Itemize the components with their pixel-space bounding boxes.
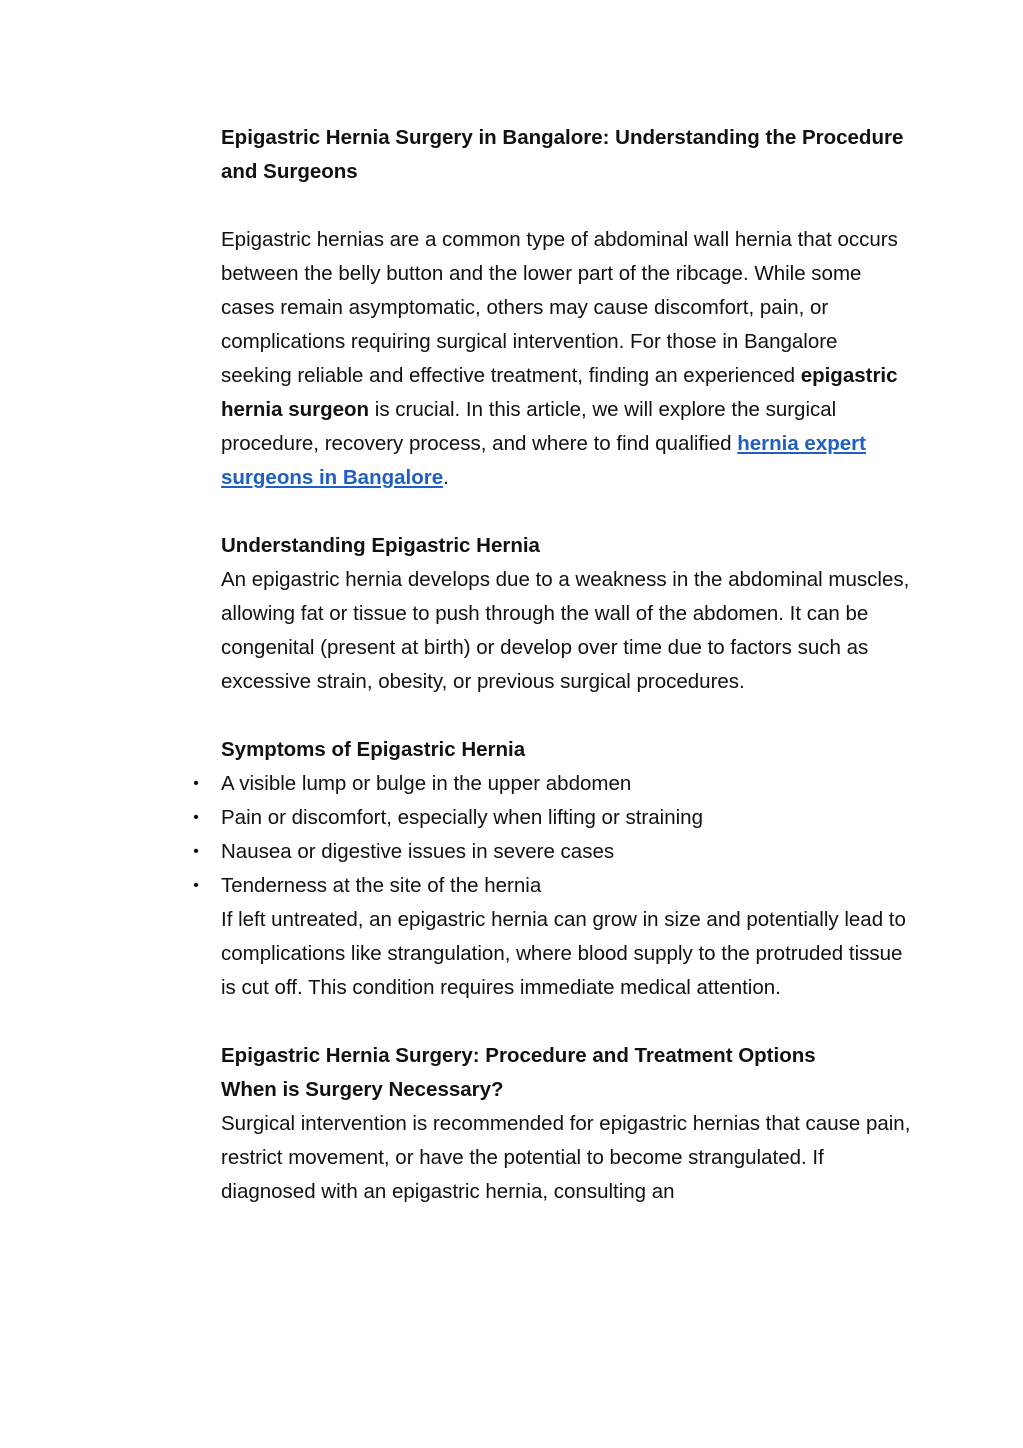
bullet-icon: • <box>193 843 199 860</box>
document-content <box>193 121 911 1209</box>
bullet-icon: • <box>193 775 199 792</box>
intro-paragraph <box>221 223 911 495</box>
spacer <box>221 1005 911 1039</box>
list-item <box>193 835 911 869</box>
list-item-text: Nausea or digestive issues in severe cases <box>221 840 615 863</box>
section-body-surgery: Surgical intervention is recommended for epigastric hernias that cause pain, restrict movement, or have the potential to become strangulated. If diagnosed with an epigastric hernia, consulting an <box>221 1112 911 1203</box>
spacer <box>221 189 911 223</box>
spacer <box>221 495 911 529</box>
intro-bold-keyword: epigastric hernia surgeon <box>221 364 898 421</box>
spacer <box>221 699 911 733</box>
list-item-text: Tenderness at the site of the hernia <box>221 874 542 897</box>
section-heading-surgery: Epigastric Hernia Surgery: Procedure and Treatment Options <box>221 1044 816 1067</box>
hernia-experts-link[interactable]: hernia expert surgeons in Bangalore <box>221 432 866 489</box>
section-subheading-when: When is Surgery Necessary? <box>221 1078 504 1101</box>
document-title: Epigastric Hernia Surgery in Bangalore: Understanding the Procedure and Surgeons <box>221 126 904 183</box>
bullet-icon: • <box>193 809 199 826</box>
intro-text-part2: is crucial. In this article, we will explore the surgical procedure, recovery process, and where to find qualified <box>221 398 837 455</box>
symptoms-list <box>193 767 911 903</box>
list-item <box>193 801 911 835</box>
section-heading-understanding: Understanding Epigastric Hernia <box>221 534 540 557</box>
list-item <box>193 869 911 903</box>
list-item <box>193 767 911 801</box>
intro-text-part3: . <box>443 466 449 489</box>
bullet-icon: • <box>193 877 199 894</box>
list-item-text: A visible lump or bulge in the upper abdomen <box>221 772 632 795</box>
section-body-understanding: An epigastric hernia develops due to a weakness in the abdominal muscles, allowing fat or tissue to push through the wall of the abdomen. It can be congenital (present at birth) or develop over time due to factors such as excessive strain, obesity, or previous surgical procedures. <box>221 568 910 693</box>
intro-text-part1: Epigastric hernias are a common type of abdominal wall hernia that occurs between the belly button and the lower part of the ribcage. While some cases remain asymptomatic, others may cause discomfort, pain, or complications requiring surgical intervention. For those in Bangalore seeking reliable and effective treatment, finding an experienced <box>221 228 898 387</box>
list-item-text: Pain or discomfort, especially when lifting or straining <box>221 806 703 829</box>
section-body-complications: If left untreated, an epigastric hernia can grow in size and potentially lead to complications like strangulation, where blood supply to the protruded tissue is cut off. This condition requires immediate medical attention. <box>221 908 906 999</box>
section-heading-symptoms: Symptoms of Epigastric Hernia <box>221 738 526 761</box>
